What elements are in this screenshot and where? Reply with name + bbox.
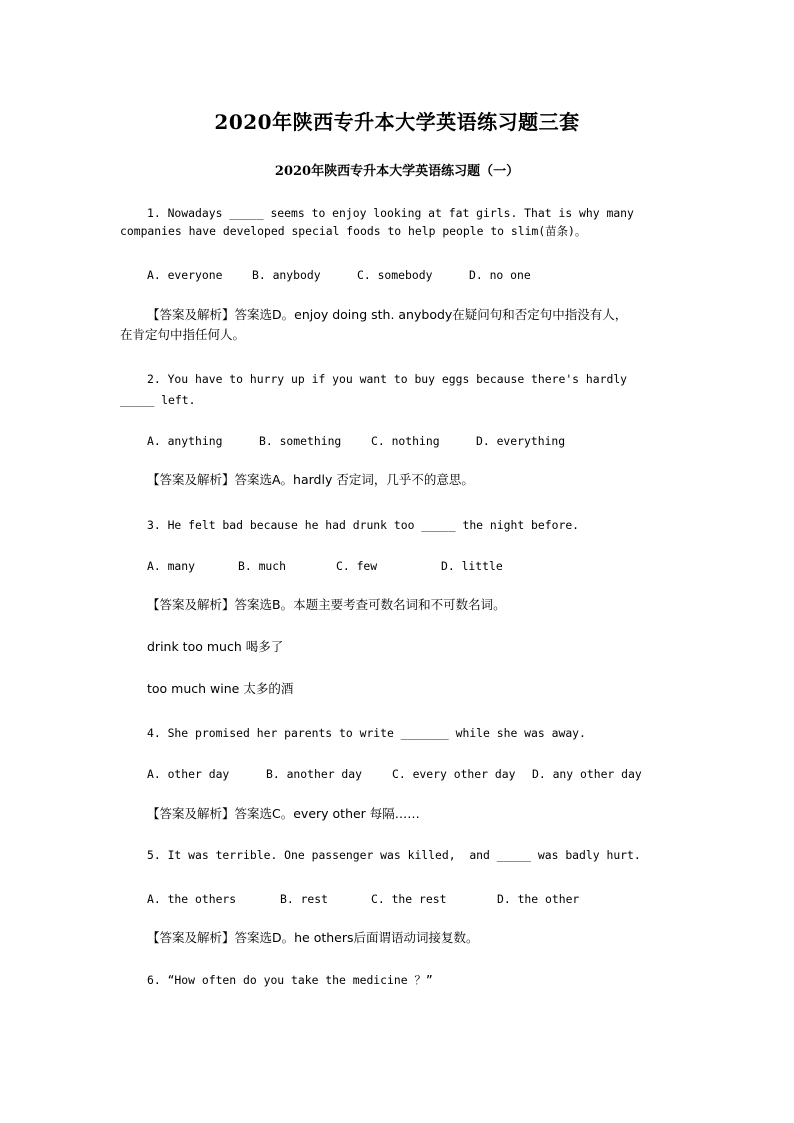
question-4-answer: 【答案及解析】答案选C。every other 每隔……	[147, 806, 420, 821]
question-3-stem: 3. He felt bad because he had drunk too _____ the night before.	[147, 518, 580, 532]
question-1-options	[147, 270, 531, 281]
question-1-option-d: D. no one	[469, 268, 531, 282]
question-3-note-1: drink too much 喝多了	[147, 639, 284, 654]
question-5-option-c: C. the rest	[371, 892, 447, 906]
document-subtitle: 2020年陕西专升本大学英语练习题（一）	[274, 164, 520, 179]
question-3-option-d: D. little	[441, 559, 503, 573]
question-1-answer-line2: 在肯定句中指任何人。	[120, 327, 246, 342]
question-4-option-b: B. another day	[266, 767, 363, 781]
question-3-options	[147, 561, 503, 572]
question-5-answer: 【答案及解析】答案选D。he others后面谓语动词接复数。	[147, 930, 479, 945]
question-5-stem: 5. It was terrible. One passenger was killed, and _____ was badly hurt.	[147, 848, 641, 862]
question-3-option-a: A. many	[147, 559, 196, 573]
question-5-option-a: A. the others	[147, 892, 237, 906]
question-3-option-c: C. few	[336, 559, 378, 573]
question-2-stem-line1: 2. You have to hurry up if you want to buy eggs because there's hardly	[147, 372, 628, 386]
question-2-option-a: A. anything	[147, 434, 223, 448]
question-4-options	[147, 769, 642, 780]
question-2-options	[147, 436, 565, 447]
question-2-answer: 【答案及解析】答案选A。hardly 否定词，几乎不的意思。	[147, 472, 474, 487]
question-4-stem: 4. She promised her parents to write _______ while she was away.	[147, 726, 586, 740]
question-2-option-d: D. everything	[476, 434, 566, 448]
question-4-option-a: A. other day	[147, 767, 230, 781]
question-2-option-b: B. something	[259, 434, 342, 448]
question-1-answer-line1: 【答案及解析】答案选D。enjoy doing sth. anybody在疑问句和否定句中指没有人，	[147, 307, 628, 322]
question-1-stem-line2: companies have developed special foods to help people to slim(苗条)。	[120, 224, 587, 238]
document-title: 2020年陕西专升本大学英语练习题三套	[214, 110, 580, 134]
question-3-note-2: too much wine 太多的酒	[147, 681, 294, 696]
question-1-stem-line1: 1. Nowadays _____ seems to enjoy looking at fat girls. That is why many	[147, 206, 634, 220]
question-2-option-c: C. nothing	[371, 434, 440, 448]
question-5-option-b: B. rest	[280, 892, 329, 906]
question-3-option-b: B. much	[238, 559, 287, 573]
question-6-stem: 6. “How often do you take the medicine ？”	[147, 973, 433, 987]
question-5-option-d: D. the other	[497, 892, 580, 906]
question-1-option-a: A. everyone	[147, 268, 223, 282]
question-4-option-c: C. every other day	[392, 767, 516, 781]
question-4-option-d: D. any other day	[532, 767, 642, 781]
question-3-answer: 【答案及解析】答案选B。本题主要考查可数名词和不可数名词。	[147, 597, 506, 612]
question-1-option-b: B. anybody	[252, 268, 321, 282]
question-5-options	[147, 894, 579, 905]
question-2-stem-line2: _____ left.	[120, 393, 196, 407]
question-1-option-c: C. somebody	[357, 268, 433, 282]
